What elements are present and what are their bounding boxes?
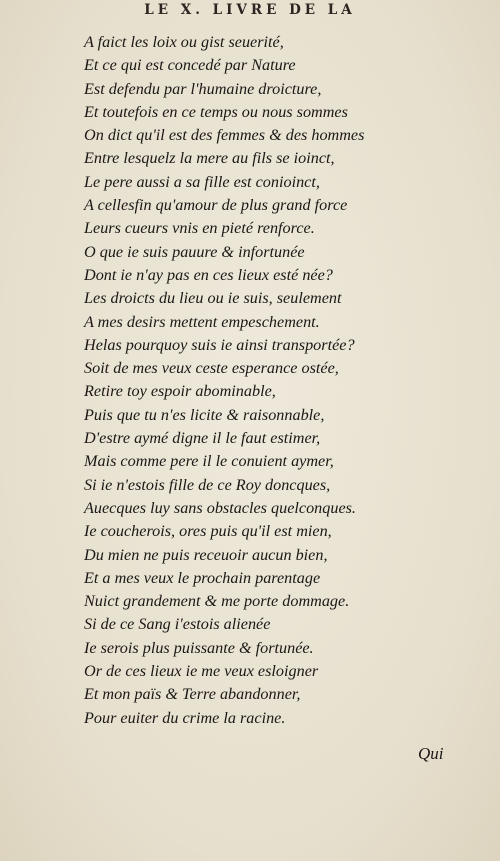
verse-line: D'estre aymé digne il le faut estimer, [84, 429, 321, 448]
verse-line: Or de ces lieux ie me veux esloigner [84, 662, 319, 681]
verse-line: Si ie n'estois fille de ce Roy doncques, [84, 475, 331, 494]
verse-line: Mais comme pere il le conuient aymer, [84, 452, 334, 471]
verse-line: Retire toy espoir abominable, [84, 382, 276, 401]
verse-line: On dict qu'il est des femmes & des hommes [84, 126, 365, 145]
running-head: LE X. LIVRE DE LA [144, 2, 356, 18]
verse-line: Helas pourquoy suis ie ainsi transportée? [84, 335, 355, 354]
verse-line: Si de ce Sang i'estois alienée [84, 615, 271, 634]
verse-line: Soit de mes veux ceste esperance ostée, [84, 359, 339, 378]
verse-line: O que ie suis pauure & infortunée [84, 242, 305, 261]
verse-line: Et ce qui est concedé par Nature [84, 56, 296, 75]
verse-line: Du mien ne puis receuoir aucun bien, [84, 545, 328, 564]
verse-line: Les droicts du lieu ou ie suis, seulement [84, 289, 342, 308]
verse-block [84, 31, 484, 730]
verse-line: Nuict grandement & me porte dommage. [84, 592, 350, 611]
catchword: Qui [418, 744, 444, 763]
verse-line: Et mon païs & Terre abandonner, [84, 685, 301, 704]
verse-line: Puis que tu n'es licite & raisonnable, [84, 405, 325, 424]
verse-line: Dont ie n'ay pas en ces lieux esté née? [84, 265, 333, 284]
verse-line: A cellesfin qu'amour de plus grand force [84, 196, 348, 215]
verse-line: Pour euiter du crime la racine. [84, 708, 286, 727]
verse-line: Et toutefois en ce temps ou nous sommes [84, 102, 348, 121]
verse-line: Ie coucherois, ores puis qu'il est mien, [84, 522, 332, 541]
verse-line: Le pere aussi a sa fille est conioinct, [84, 172, 320, 191]
verse-line: A mes desirs mettent empeschement. [84, 312, 320, 331]
verse-line: A faict les loix ou gist seuerité, [84, 33, 284, 51]
verse-line: Est defendu par l'humaine droicture, [84, 79, 322, 98]
verse-line: Et a mes veux le prochain parentage [84, 568, 321, 587]
verse-line: Auecques luy sans obstacles quelconques. [84, 498, 356, 517]
verse-line: Leurs cueurs vnis en pieté renforce. [84, 219, 315, 238]
verse-line: Entre lesquelz la mere au fils se ioinct, [84, 149, 335, 168]
verse-line: Ie serois plus puissante & fortunée. [84, 638, 314, 657]
